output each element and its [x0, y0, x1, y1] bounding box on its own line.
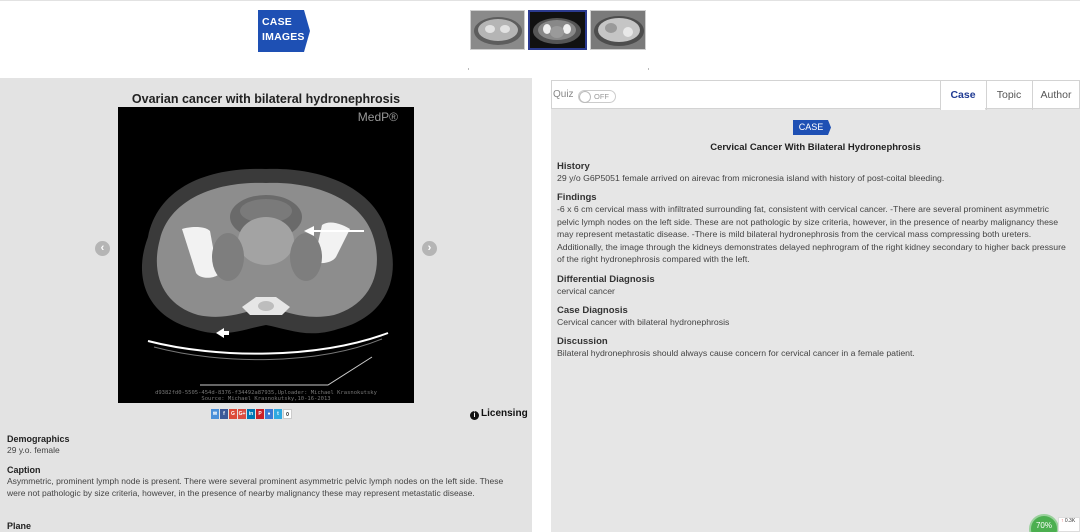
quiz-toggle[interactable]: [578, 90, 616, 103]
demographics-section: [7, 434, 523, 456]
diagnosis-text: Cervical cancer with bilateral hydronephrosis: [557, 317, 730, 327]
case-chip: [793, 120, 831, 135]
ct-scan-image[interactable]: [118, 107, 414, 403]
image-thumbnails: [468, 8, 650, 70]
top-divider: [0, 0, 1080, 1]
messenger-share-icon[interactable]: ●: [265, 409, 273, 419]
tab-topic[interactable]: Topic: [986, 81, 1031, 110]
quiz-toggle-state: OFF: [594, 92, 609, 101]
case-title: Cervical Cancer With Bilateral Hydronephrosis: [710, 142, 921, 153]
toggle-knob: [579, 91, 591, 103]
pinterest-share-icon[interactable]: P: [256, 409, 264, 419]
badge-line-2: IMAGES: [262, 31, 305, 43]
email-share-icon[interactable]: ✉: [212, 411, 218, 417]
history-text: 29 y/o G6P5051 female arrived on airevac from micronesia island with history of post-coital bleeding.: [557, 173, 945, 183]
up-arrow-icon: ↑: [1061, 518, 1064, 524]
linkedin-share-icon[interactable]: in: [248, 411, 254, 417]
quiz-label: Quiz: [553, 89, 574, 100]
google-plus-share-icon[interactable]: G+: [238, 411, 246, 417]
demographics-text: 29 y.o. female: [7, 445, 60, 455]
caption-heading: Caption: [7, 465, 41, 475]
share-bar: [211, 409, 292, 420]
thumb-strip-edge-left: [468, 68, 469, 70]
differential-section: [557, 274, 1072, 298]
thumbnail-3[interactable]: [590, 10, 646, 50]
progress-label: 70%: [1035, 521, 1052, 530]
facebook-share-icon[interactable]: f: [220, 409, 228, 419]
google-share-icon[interactable]: G: [229, 409, 237, 419]
image-caption-source: Source: Michael Krasnokutsky,10-16-2013: [201, 396, 331, 402]
thumbnail-2[interactable]: [528, 10, 587, 50]
licensing-label: Licensing: [481, 408, 528, 419]
info-icon: i: [470, 411, 479, 420]
medpix-watermark: MedP®: [357, 110, 398, 124]
caption-section: [7, 465, 523, 499]
twitter-share-icon[interactable]: t: [274, 409, 282, 419]
findings-section: [557, 192, 1072, 266]
caption-text: Asymmetric, prominent lymph node is present. There were several prominent asymmetric pelvic lymph nodes on the left side. These were not pathologic by size criteria, however, in the presence of nearby malignancy these may represent metastatic disease.: [7, 476, 504, 498]
share-count: 0: [283, 409, 292, 419]
diagnosis-section: [557, 305, 1072, 329]
discussion-text: Bilateral hydronephrosis should always cause concern for cervical cancer in a female patient.: [557, 348, 915, 358]
differential-text: cervical cancer: [557, 286, 615, 296]
thumbnail-1[interactable]: [470, 10, 525, 50]
case-panel: [551, 80, 1080, 532]
history-section: [557, 161, 1072, 185]
chevron-right-icon: ›: [427, 242, 432, 254]
chevron-left-icon: ‹: [100, 242, 105, 254]
previous-image-button[interactable]: [95, 241, 110, 256]
plane-heading: Plane: [7, 521, 32, 531]
plane-section: [7, 521, 523, 531]
findings-text: -6 x 6 cm cervical mass with infiltrated surrounding fat, consistent with cervical cancer. -There are several prominent asymmetric pelvic lymph nodes on the left side. These are not pathologic by size criteria, however, in the presence of nearby malignancy these may represent metastatic disease. -There is mild bilateral hydronephrosis from the cervical mass compressing both ureters. Additionally, the image through the kidneys demonstrates delayed nephrogram of the right kidney secondary to higher back pressure of the right hydronephrosis compared with the left.: [557, 204, 1066, 265]
badge-line-1: CASE: [262, 16, 292, 28]
tab-author[interactable]: Author: [1032, 81, 1079, 110]
image-panel: [0, 78, 532, 532]
tab-case[interactable]: Case: [940, 81, 985, 110]
case-panel-toolbar: [551, 80, 1080, 109]
demographics-heading: Demographics: [7, 434, 70, 444]
licensing-link[interactable]: [470, 408, 528, 420]
next-image-button[interactable]: [422, 241, 437, 256]
history-heading: History: [557, 161, 590, 172]
discussion-section: [557, 336, 1072, 360]
speed-value: 0.3K: [1064, 518, 1076, 524]
ct-scan-drawing: [118, 107, 414, 403]
differential-heading: Differential Diagnosis: [557, 274, 655, 285]
diagnosis-heading: Case Diagnosis: [557, 305, 628, 316]
discussion-heading: Discussion: [557, 336, 608, 347]
thumb-strip-edge-right: [648, 68, 649, 70]
findings-heading: Findings: [557, 192, 597, 203]
image-caption-id: d9382fd0-5505-454d-8376-f34492a87935,Uploader: Michael Krasnokutsky: [155, 390, 377, 396]
case-images-badge: [258, 10, 310, 52]
speed-widget: [1058, 517, 1080, 532]
case-chip-label: CASE: [798, 122, 824, 132]
image-title: Ovarian cancer with bilateral hydronephrosis: [131, 92, 401, 106]
